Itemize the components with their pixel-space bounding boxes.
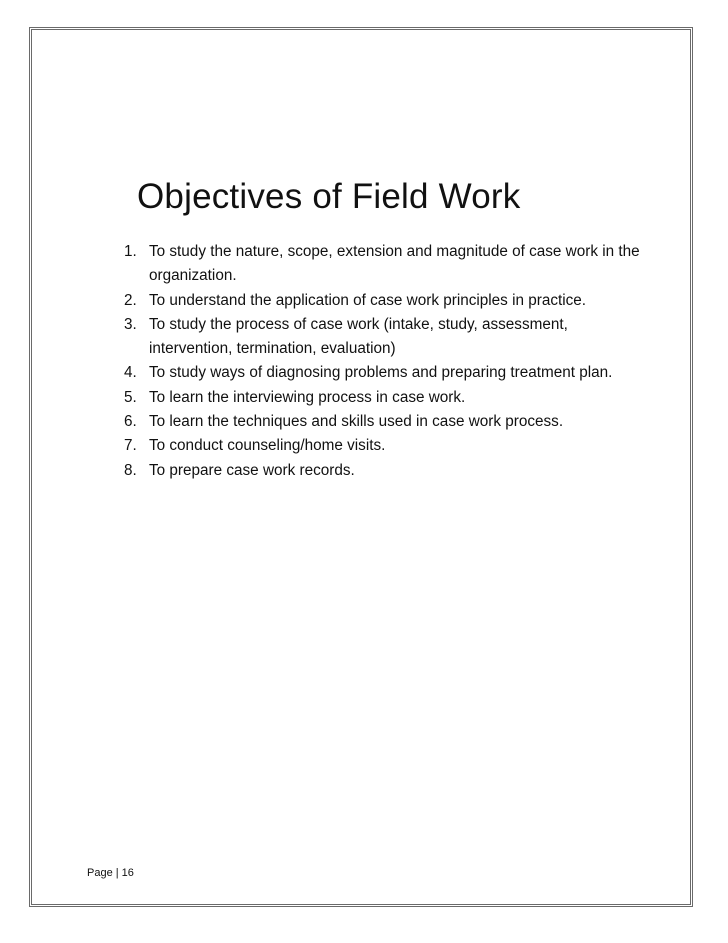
objective-number: 4. — [124, 364, 137, 382]
objective-number: 8. — [124, 461, 137, 479]
objective-item — [124, 386, 644, 410]
objectives-list — [124, 240, 644, 483]
objective-item — [124, 313, 644, 362]
objective-number: 7. — [124, 437, 137, 455]
objective-number: 3. — [124, 315, 137, 333]
objective-number: 1. — [124, 243, 137, 260]
objective-text: To conduct counseling/home visits. — [149, 437, 386, 455]
objective-text: To study the nature, scope, extension and magnitude of case work in the organization. — [149, 243, 640, 285]
objective-number: 5. — [124, 388, 137, 406]
page-footer: Page | 16 — [87, 867, 134, 879]
objective-number: 6. — [124, 413, 137, 431]
objective-item — [124, 361, 644, 385]
objective-text: To study ways of diagnosing problems and preparing treatment plan. — [149, 364, 613, 382]
objective-number: 2. — [124, 291, 137, 309]
objective-item — [124, 410, 644, 434]
objective-item — [124, 289, 644, 313]
objective-item — [124, 459, 644, 483]
objective-text: To prepare case work records. — [149, 461, 355, 479]
objective-item — [124, 434, 644, 458]
objective-text: To learn the interviewing process in case work. — [149, 388, 466, 406]
objective-text: To study the process of case work (intake, study, assessment, intervention, termination, evaluation) — [149, 315, 568, 358]
objective-item — [124, 240, 644, 289]
objective-text: To understand the application of case work principles in practice. — [149, 291, 587, 309]
objective-text: To learn the techniques and skills used in case work process. — [149, 413, 564, 431]
page-title: Objectives of Field Work — [137, 177, 521, 216]
